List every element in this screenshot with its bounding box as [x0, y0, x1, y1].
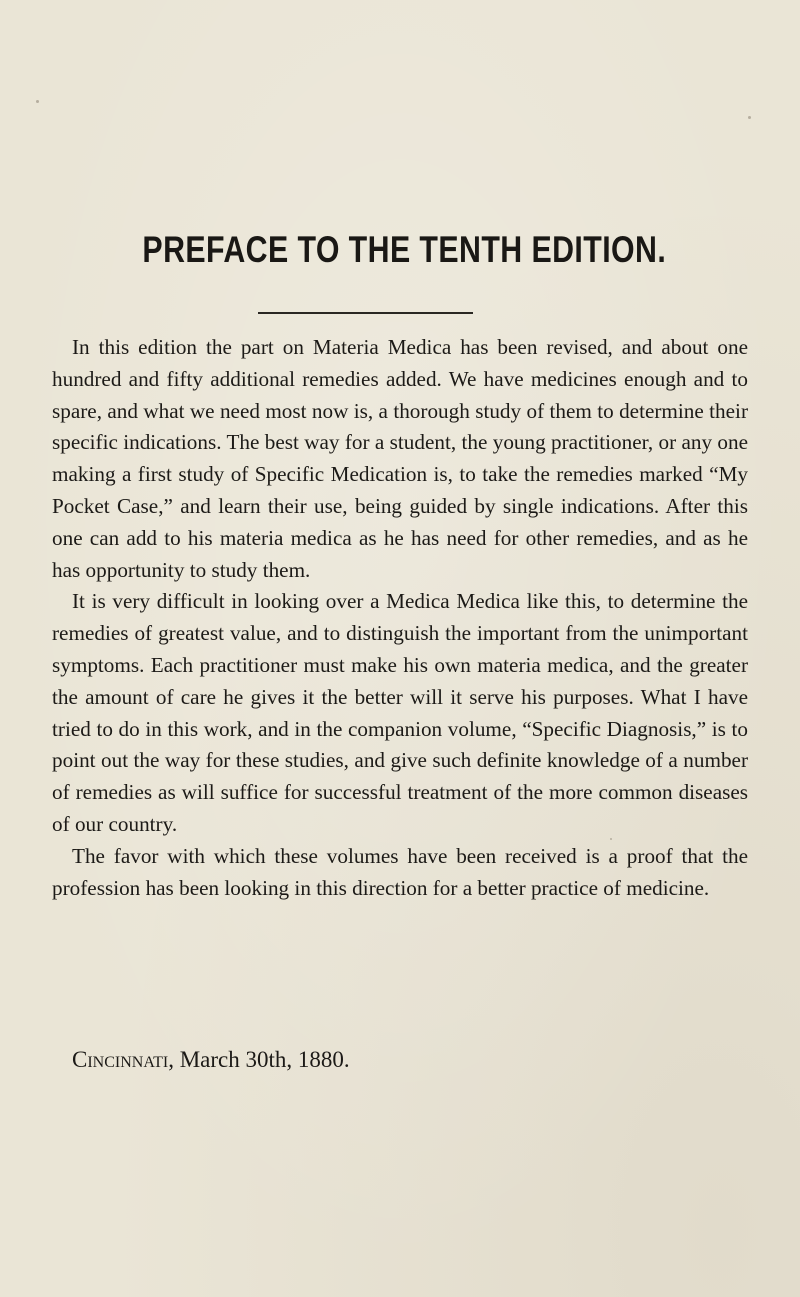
paragraph-2: It is very difficult in looking over a Medica Medica like this, to determine the remedies of greatest value, and to distinguish the important from the unimportant symptoms. Each practitioner must make his own materia medica, and the greater the amount of care he gives it the better will it serve his purposes. What I have tried to do in this work, and in the companion volume, “Specific Diagnosis,” is to point out the way for these studies, and give such definite knowledge of a number of remedies as will suffice for successful treatment of the more common diseases of our country.	[52, 589, 748, 836]
page-title: PREFACE TO THE TENTH EDITION.	[142, 229, 667, 270]
paper-speck	[748, 116, 751, 119]
paper-speck	[610, 838, 612, 840]
signature-place: Cincinnati	[72, 1047, 169, 1072]
paragraph-1: In this edition the part on Materia Medica has been revised, and about one hundred and fifty additional remedies added. We have medicines enough and to spare, and what we need most now is, a thorough study of them to determine their specific indications. The best way for a student, the young practitioner, or any one making a first study of Specific Medication is, to take the remedies marked “My Pocket Case,” and learn their use, being guided by single indications. After this one can add to his materia medica as he has need for other remedies, and as he has opportunity to study them.	[52, 335, 748, 582]
signature-date: , March 30th, 1880.	[168, 1047, 350, 1072]
paragraph-3: The favor with which these volumes have been received is a proof that the profession has been looking in this direction for a better practice of medicine.	[52, 843, 748, 900]
title-divider-rule	[258, 312, 473, 314]
preface-body	[52, 332, 748, 904]
paper-speck	[36, 100, 39, 103]
signature-line	[72, 1044, 350, 1076]
